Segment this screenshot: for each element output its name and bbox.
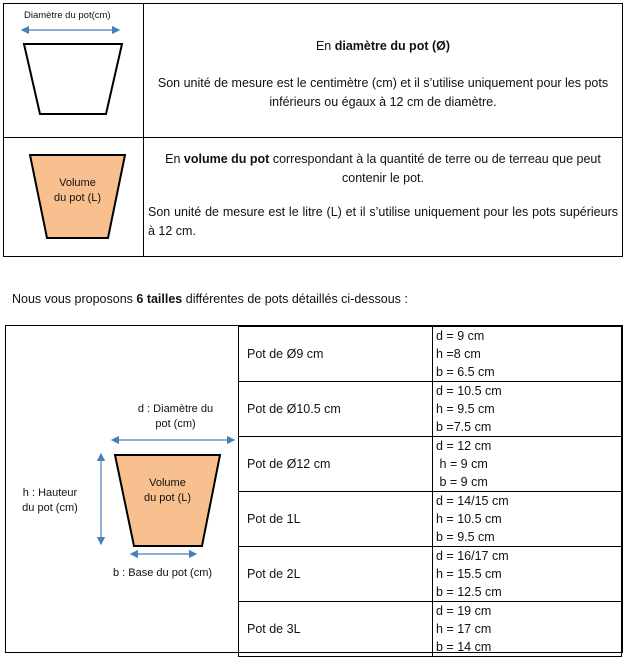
dimension-b: b = 12.5 cm	[436, 585, 502, 599]
size-row	[239, 382, 622, 437]
size-dimensions	[433, 602, 622, 657]
dimension-d: d = 19 cm	[436, 604, 492, 618]
size-row	[239, 547, 622, 602]
volume-shape-label: Volume du pot (L)	[53, 176, 102, 204]
dimension-h: h =8 cm	[436, 347, 481, 361]
size-name: Pot de 2L	[239, 547, 433, 602]
size-name: Pot de 1L	[239, 492, 433, 547]
volume-label: Volume du pot (L)	[143, 477, 192, 504]
size-dimensions	[433, 437, 622, 492]
dimension-h: h = 10.5 cm	[436, 512, 502, 526]
dimension-d: d = 12 cm	[436, 439, 492, 453]
dimension-b: b =7.5 cm	[436, 420, 492, 434]
size-name: Pot de 3L	[239, 602, 433, 657]
size-name: Pot de Ø9 cm	[239, 327, 433, 382]
dimension-d: d = 9 cm	[436, 329, 485, 343]
dimension-d: d = 10.5 cm	[436, 384, 502, 398]
dimension-b: b = 9 cm	[436, 475, 488, 489]
dimension-b: b = 14 cm	[436, 640, 492, 654]
diameter-description-cell	[144, 4, 623, 138]
volume-title: En volume du pot correspondant à la quantité de terre ou de terreau que peut contenir le pot.	[165, 151, 601, 185]
dimension-b: b = 6.5 cm	[436, 365, 495, 379]
sizes-intro: Nous vous proposons 6 tailles différentes de pots détaillés ci-dessous :	[12, 292, 408, 306]
dimension-h: h = 15.5 cm	[436, 567, 502, 581]
volume-description-cell	[144, 137, 623, 256]
diameter-label: d : Diamètre du pot (cm)	[137, 403, 214, 430]
dimension-h: h = 9 cm	[436, 457, 488, 471]
sizes-grid	[238, 326, 622, 657]
size-name: Pot de Ø12 cm	[239, 437, 433, 492]
volume-illustration-cell	[4, 137, 144, 256]
size-row	[239, 492, 622, 547]
diameter-illustration-cell	[4, 4, 144, 138]
dimension-h: h = 9.5 cm	[436, 402, 495, 416]
dimension-d: d = 16/17 cm	[436, 549, 509, 563]
size-row	[239, 602, 622, 657]
volume-desc: Son unité de mesure est le litre (L) et il s’utilise uniquement pour les pots supérieurs à 12 cm.	[148, 204, 618, 238]
units-table	[3, 3, 623, 257]
size-dimensions	[433, 492, 622, 547]
diameter-label: Diamètre du pot(cm)	[24, 10, 111, 21]
diameter-pot-icon	[4, 4, 143, 137]
dimension-b: b = 9.5 cm	[436, 530, 495, 544]
diameter-title: En diamètre du pot (Ø)	[315, 39, 451, 53]
size-name: Pot de Ø10.5 cm	[239, 382, 433, 437]
size-dimensions	[433, 327, 622, 382]
pot-dimensions-diagram	[6, 326, 238, 652]
dimension-d: d = 14/15 cm	[436, 494, 509, 508]
base-label: b : Base du pot (cm)	[113, 567, 213, 579]
size-row	[239, 327, 622, 382]
sizes-table	[5, 325, 623, 653]
height-label: h : Hauteur du pot (cm)	[22, 487, 78, 514]
diameter-desc: Son unité de mesure est le centimètre (cm) et il s’utilise uniquement pour les pots inférieurs ou égaux à 12 cm de diamètre.	[157, 76, 609, 109]
size-row	[239, 437, 622, 492]
size-dimensions	[433, 382, 622, 437]
size-dimensions	[433, 547, 622, 602]
dimension-h: h = 17 cm	[436, 622, 492, 636]
